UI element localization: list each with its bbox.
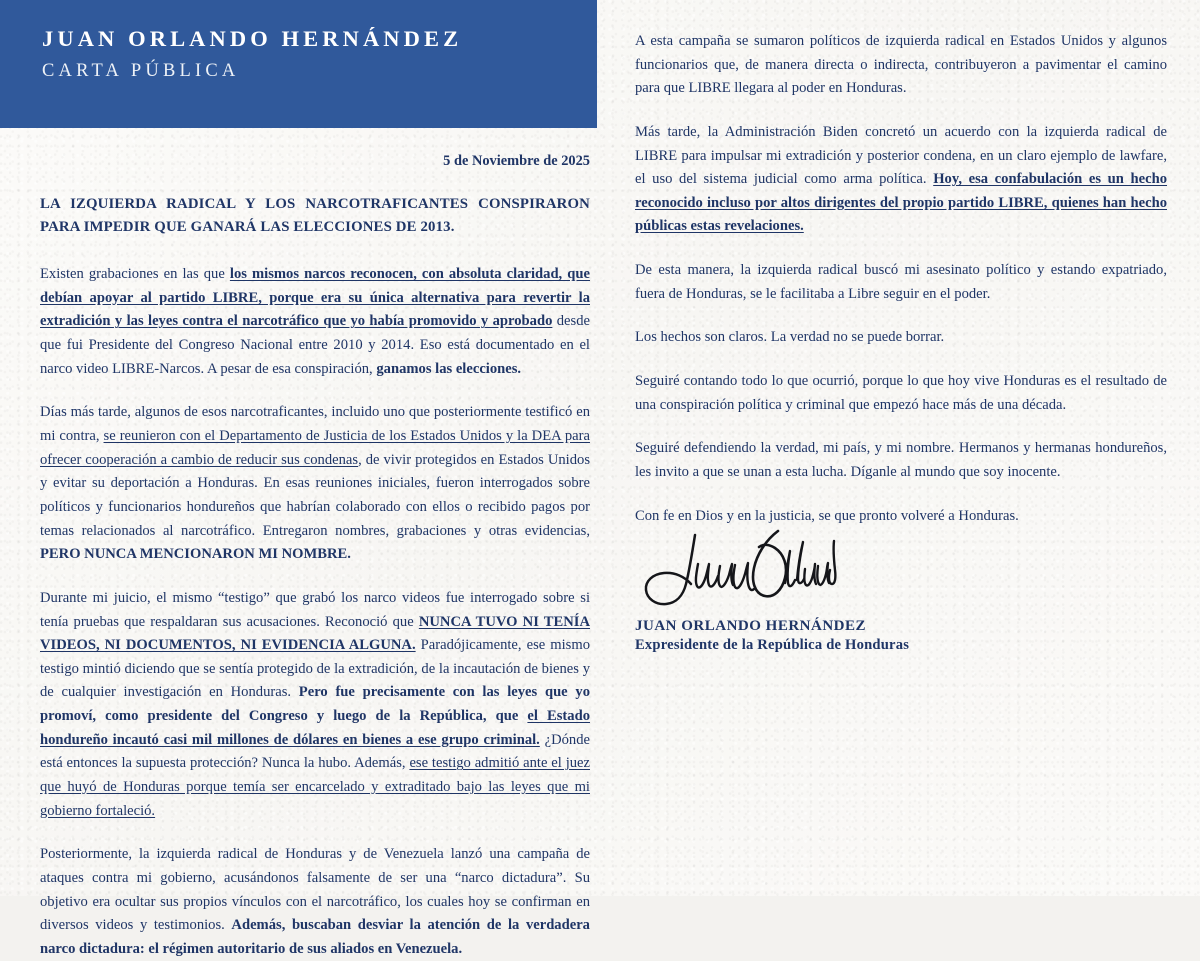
p4-segment-1: Posteriormente, la izquierda radical de Honduras y de Venezuela lanzó una campaña de ataques contra mi gobierno, acusándonos falsamente de ser una “narco dictadura”. Su objetivo era ocultar sus propios vínculos con el narcotráfico, los cuales hoy se confirman en diversos videos y testimonios.	[40, 846, 590, 934]
paragraph-3	[40, 587, 590, 823]
paragraph-2	[40, 401, 590, 566]
p6-segment-1: Más tarde, la Administración Biden concretó un acuerdo con la izquierda radical de LIBRE para impulsar mi extradición y posterior condena, en un claro ejemplo de lawfare, el uso del sistema judicial como arma política.	[635, 123, 1167, 188]
p2-segment-1: Días más tarde, algunos de esos narcotraficantes, incluido uno que posteriormente testificó en mi contra,	[40, 404, 590, 445]
p1-segment-4-emphasis: ganamos las elecciones.	[376, 360, 522, 377]
paragraph-11	[635, 505, 1167, 529]
masthead-name: JUAN ORLANDO HERNÁNDEZ	[42, 26, 463, 51]
p3-segment-5-emphasis: el Estado hondureño incautó casi mil millones de dólares en bienes a ese grupo criminal.	[40, 708, 590, 748]
paragraph-1	[40, 263, 590, 381]
p5-segment-1: A esta campaña se sumaron políticos de izquierda radical en Estados Unidos y algunos funcionarios que, de manera directa o indirecta, contribuyeron a pavimentar el camino para que LIBRE llegara al poder en Honduras.	[635, 33, 1167, 97]
paragraph-8	[635, 326, 1167, 350]
letter-date: 5 de Noviembre de 2025	[443, 153, 590, 169]
paragraph-7	[635, 259, 1167, 306]
p3-segment-4-emphasis: Pero fue precisamente con las leyes que yo promoví, como presidente del Congreso y luego de la República, que	[40, 684, 590, 725]
p2-segment-4-emphasis: PERO NUNCA MENCIONARON MI NOMBRE.	[40, 546, 351, 563]
paragraph-5	[635, 30, 1167, 101]
paragraph-10	[635, 437, 1167, 484]
signature-name: JUAN ORLANDO HERNÁNDEZ	[635, 618, 867, 634]
p3-segment-3: Paradójicamente, ese mismo testigo mintió diciendo que se sentía protegido de la extradición, de la incautación de bienes y de cualquier investigación en Honduras.	[40, 637, 590, 701]
paragraph-4	[40, 843, 590, 961]
signature-block	[635, 528, 1065, 654]
p8-segment-1: Los hechos son claros. La verdad no se puede borrar.	[635, 329, 945, 346]
masthead-banner	[0, 0, 597, 128]
letter-headline: LA IZQUIERDA RADICAL Y LOS NARCOTRAFICANTES CONSPIRARON PARA IMPEDIR QUE GANARÁ LAS ELECCIONES DE 2013.	[40, 196, 590, 236]
p1-segment-2-emphasis: los mismos narcos reconocen, con absoluta claridad, que debían apoyar al partido LIBRE, porque era su única alternativa para revertir la extradición y las leyes contra el narcotráfico que yo había promovido y aprobado	[40, 266, 590, 330]
p3-segment-6: ¿Dónde está entonces la supuesta protección? Nunca la hubo. Además,	[40, 731, 590, 772]
p10-segment-1: Seguiré defendiendo la verdad, mi país, y mi nombre. Hermanos y hermanas hondureños, les invito a que se unan a esta lucha. Díganle al mundo que soy inocente.	[635, 440, 1167, 480]
signature-role: Expresidente de la República de Honduras	[635, 637, 910, 653]
paragraph-6	[635, 121, 1167, 239]
letter-column-right	[635, 30, 1167, 528]
letter-column-left	[40, 150, 590, 961]
paragraph-9	[635, 370, 1167, 417]
p1-segment-3: desde que fui Presidente del Congreso Nacional entre 2010 y 2014. Eso está documentado en el narco video LIBRE-Narcos. A pesar de esa conspiración,	[40, 313, 590, 377]
masthead-subtitle: CARTA PÚBLICA	[42, 60, 240, 81]
p1-segment-1: Existen grabaciones en las que	[40, 266, 230, 283]
p3-segment-2-emphasis: NUNCA TUVO NI TENÍA VIDEOS, NI DOCUMENTOS, NI EVIDENCIA ALGUNA.	[40, 613, 591, 654]
p3-segment-7-emphasis: ese testigo admitió ante el juez que huyó de Honduras porque temía ser encarcelado y extraditado bajo las leyes que mi gobierno fortaleció.	[40, 755, 590, 819]
p2-segment-2-emphasis: se reunieron con el Departamento de Justicia de los Estados Unidos y la DEA para ofrecer cooperación a cambio de reducir sus condenas	[40, 428, 590, 468]
p2-segment-3: , de vivir protegidos en Estados Unidos y evitar su deportación a Honduras. En esas reuniones iniciales, fueron interrogados sobre políticos y funcionarios hondureños que habrían colaborado con ellos o recibido pagos por temas relacionados al narcotráfico. Entregaron nombres, grabaciones y otras evidencias,	[40, 451, 591, 539]
handwritten-signature-icon	[637, 528, 837, 614]
p11-segment-1: Con fe en Dios y en la justicia, se que pronto volveré a Honduras.	[635, 507, 1019, 524]
p6-segment-2-emphasis: Hoy, esa confabulación es un hecho reconocido incluso por altos dirigentes del propio partido LIBRE, quienes han hecho públicas estas revelaciones.	[635, 171, 1168, 235]
p3-segment-1: Durante mi juicio, el mismo “testigo” que grabó los narco videos fue interrogado sobre si tenía pruebas que respaldaran sus acusaciones. Reconoció que	[40, 589, 590, 630]
p4-segment-2-emphasis: Además, buscaban desviar la atención de la verdadera narco dictadura: el régimen autoritario de sus aliados en Venezuela.	[40, 917, 590, 957]
p9-segment-1: Seguiré contando todo lo que ocurrió, porque lo que hoy vive Honduras es el resultado de una conspiración política y criminal que empezó hace más de una década.	[635, 373, 1167, 413]
p7-segment-1: De esta manera, la izquierda radical buscó mi asesinato político y estando expatriado, fuera de Honduras, se le facilitaba a Libre seguir en el poder.	[635, 262, 1167, 302]
